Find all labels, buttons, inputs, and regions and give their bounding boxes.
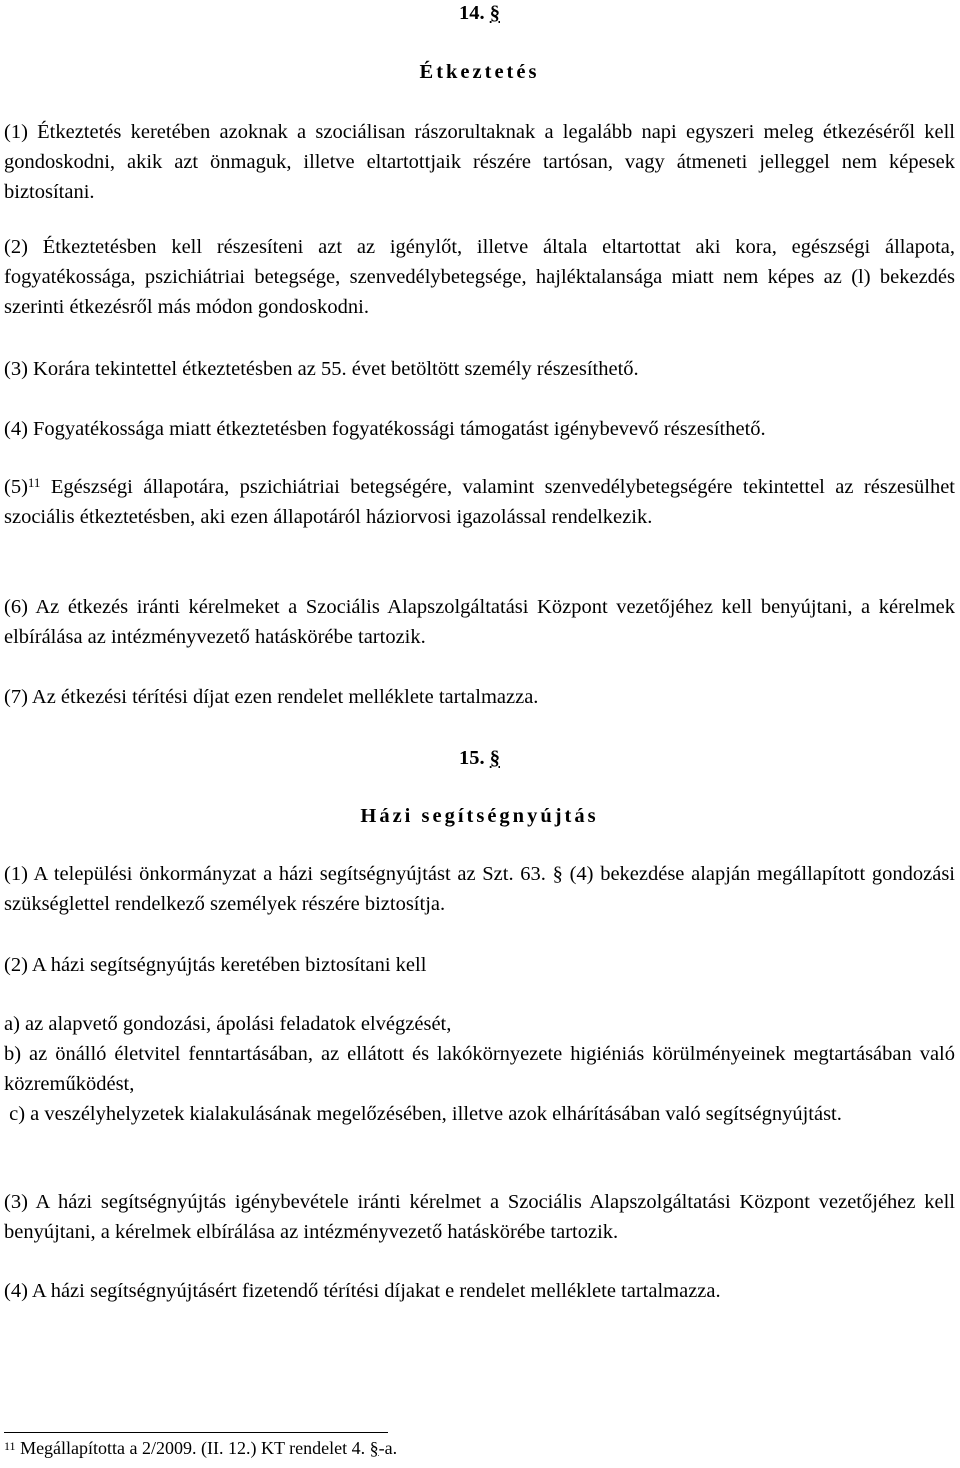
section-14-paragraph-2: (2) Étkeztetésben kell részesíteni azt az igénylőt, illetve általa eltartottat aki kora, egészségi állapota, fogyatékossága, pszichiátriai betegsége, szenvedélybetegsége, hajléktalansága miatt nem képes az (l) bekezdés szerinti étkezésről más módon gondoskodni.	[4, 236, 955, 319]
footnote-separator	[4, 1432, 388, 1433]
footnote-11	[4, 1436, 397, 1460]
section-14-para-sign: §	[489, 2, 500, 24]
footnote-text-after: -a.	[378, 1438, 398, 1458]
section-15-paragraph-1: (1) A települési önkormányzat a házi segítségnyújtást az Szt. 63. § (4) bekezdése alapján megállapított gondozási szükséglettel rendelkező személyek részére biztosítja.	[4, 863, 955, 916]
paragraph-5-prefix: (5)	[4, 476, 28, 498]
section-14-paragraph-1: (1) Étkeztetés keretében azoknak a szociálisan rászorultaknak a legalább napi egyszeri meleg étkezéséről kell gondoskodni, akik azt önmaguk, illetve eltartottjaik részére tartósan, vagy átmeneti jelleggel nem képesek biztosítani.	[4, 121, 955, 204]
section-15-item-a: a) az alapvető gondozási, ápolási feladatok elvégzését,	[4, 1013, 452, 1035]
section-15-item-b: b) az önálló életvitel fenntartásában, az ellátott és lakókörnyezete higiéniás körülményeinek megtartásában való közreműködést,	[4, 1043, 955, 1096]
footnote-number: 11	[4, 1439, 16, 1453]
section-14-paragraph-6: (6) Az étkezés iránti kérelmeket a Szociális Alapszolgáltatási Központ vezetőjéhez kell benyújtani, a kérelmek elbírálása az intézményvezető hatáskörébe tartozik.	[4, 596, 955, 649]
section-14-num: 14.	[459, 2, 485, 24]
section-15-paragraph-4: (4) A házi segítségnyújtásért fizetendő térítési díjakat e rendelet melléklete tartalmazza.	[4, 1280, 721, 1302]
section-14-paragraph-7: (7) Az étkezési térítési díjat ezen rendelet melléklete tartalmazza.	[4, 686, 539, 708]
section-14-paragraph-4: (4) Fogyatékossága miatt étkeztetésben fogyatékossági támogatást igénybevevő részesíthető.	[4, 418, 766, 440]
section-15-title: Házi segítségnyújtás	[360, 805, 599, 827]
section-15-number	[4, 744, 955, 772]
section-14-number	[4, 0, 955, 26]
section-15-paragraph-3: (3) A házi segítségnyújtás igénybevétele iránti kérelmet a Szociális Alapszolgáltatási Központ vezetőjéhez kell benyújtani, a kérelmek elbírálása az intézményvezető hatáskörébe tartozik.	[4, 1191, 955, 1244]
section-14-paragraph-3: (3) Korára tekintettel étkeztetésben az 55. évet betöltött személy részesíthető.	[4, 358, 639, 380]
section-15-num: 15.	[459, 747, 485, 769]
section-14-title: Étkeztetés	[419, 61, 540, 83]
section-15-item-c: c) a veszélyhelyzetek kialakulásának megelőzésében, illetve azok elhárításában való segítségnyújtást.	[4, 1103, 842, 1125]
section-15-paragraph-2: (2) A házi segítségnyújtás keretében biztosítani kell	[4, 954, 427, 976]
footnote-reference-11[interactable]: 11	[27, 475, 41, 490]
section-14-paragraph-5	[4, 472, 955, 532]
footnote-para-sign: §	[369, 1438, 379, 1458]
paragraph-5-text: Egészségi állapotára, pszichiátriai betegségére, valamint szenvedélybetegségére tekintettel az részesülhet szociális étkeztetésben, aki ezen állapotáról háziorvosi igazolással rendelkezik.	[4, 476, 955, 529]
section-15-para-sign: §	[489, 747, 500, 769]
footnote-text-before: Megállapította a 2/2009. (II. 12.) KT rendelet 4.	[15, 1438, 370, 1458]
